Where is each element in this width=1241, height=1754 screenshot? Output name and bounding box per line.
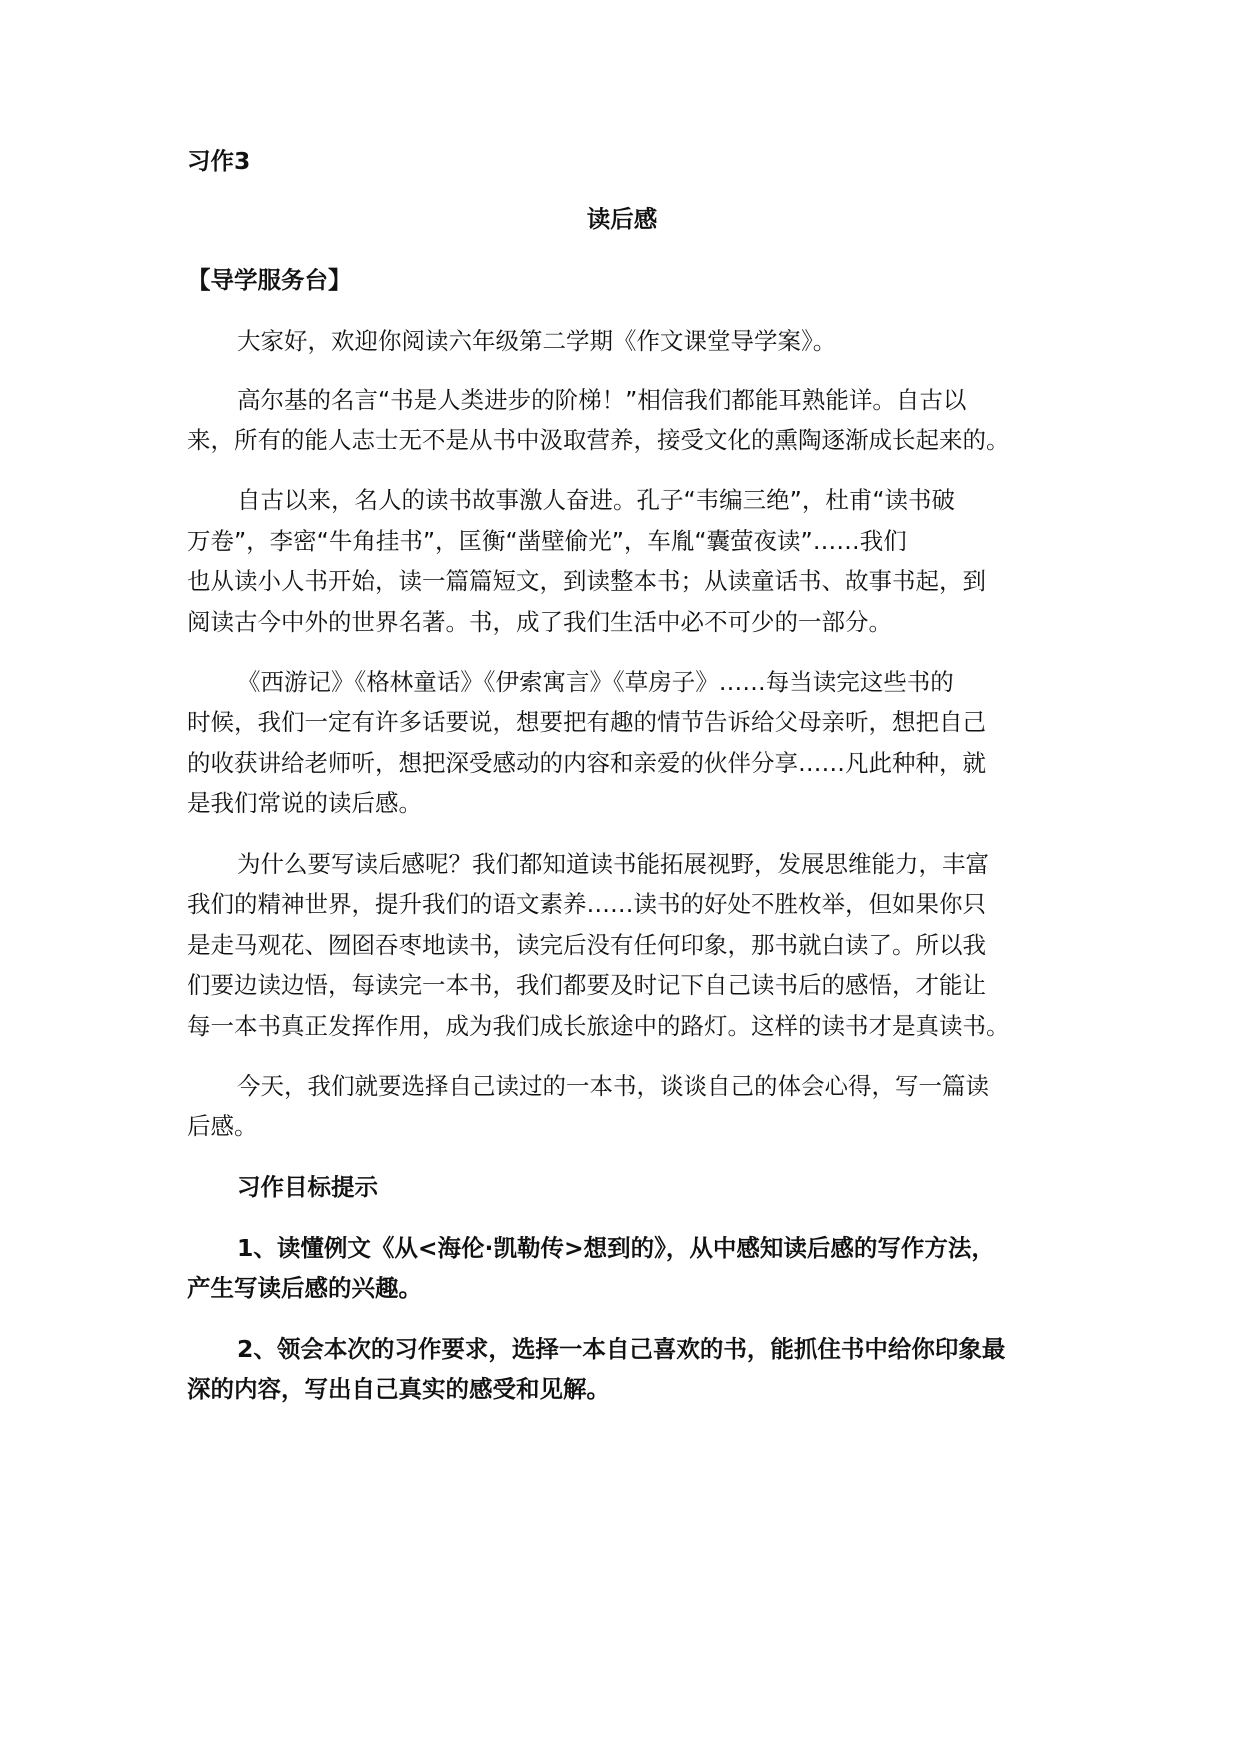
paragraph-3-line-4: 阅读古今中外的世界名著。书，成了我们生活中必不可少的一部分。 — [187, 608, 892, 636]
paragraph-2-line-1: 高尔基的名言“书是人类进步的阶梯！”相信我们都能耳熟能详。自古以 — [237, 386, 967, 414]
paragraph-5-line-5: 每一本书真正发挥作用，成为我们成长旅途中的路灯。这样的读书才是真读书。 — [187, 1012, 1010, 1040]
paragraph-4-line-3: 的收获讲给老师听，想把深受感动的内容和亲爱的伙伴分享……凡此种种，就 — [187, 749, 986, 777]
section-label: 习作3 — [187, 147, 251, 175]
goal-1-line-2: 产生写读后感的兴趣。 — [187, 1274, 422, 1302]
paragraph-6-line-2: 后感。 — [187, 1112, 258, 1140]
paragraph-2-line-2: 来，所有的能人志士无不是从书中汲取营养，接受文化的熏陶逐渐成长起来的。 — [187, 426, 1010, 454]
goal-1-line-1: 1、读懂例文《从<海伦·凯勒传>想到的》，从中感知读后感的写作方法， — [237, 1234, 995, 1262]
paragraph-4-line-2: 时候，我们一定有许多话要说，想要把有趣的情节告诉给父母亲听，想把自己 — [187, 708, 986, 736]
goals-heading: 习作目标提示 — [237, 1173, 378, 1201]
paragraph-4-line-4: 是我们常说的读后感。 — [187, 789, 422, 817]
goal-2-line-2: 深的内容，写出自己真实的感受和见解。 — [187, 1375, 610, 1403]
paragraph-5-line-3: 是走马观花、囫囵吞枣地读书，读完后没有任何印象，那书就白读了。所以我 — [187, 931, 986, 959]
paragraph-3-line-3: 也从读小人书开始，读一篇篇短文，到读整本书；从读童话书、故事书起，到 — [187, 567, 986, 595]
paragraph-3-line-1: 自古以来，名人的读书故事激人奋进。孔子“韦编三绝”，杜甫“读书破 — [237, 486, 956, 514]
goal-2-line-1: 2、领会本次的习作要求，选择一本自己喜欢的书，能抓住书中给你印象最 — [237, 1335, 1006, 1363]
paragraph-5-line-4: 们要边读边悟，每读完一本书，我们都要及时记下自己读书后的感悟，才能让 — [187, 971, 986, 999]
paragraph-6-line-1: 今天，我们就要选择自己读过的一本书，谈谈自己的体会心得，写一篇读 — [237, 1072, 989, 1100]
paragraph-5-line-1: 为什么要写读后感呢？我们都知道读书能拓展视野，发展思维能力，丰富 — [237, 850, 989, 878]
paragraph-3-line-2: 万卷”，李密“牛角挂书”，匡衡“凿壁偷光”，车胤“囊萤夜读”……我们 — [187, 527, 907, 555]
paragraph-5-line-2: 我们的精神世界，提升我们的语文素养……读书的好处不胜枚举，但如果你只 — [187, 890, 986, 918]
paragraph-4-line-1: 《西游记》《格林童话》《伊索寓言》《草房子》……每当读完这些书的 — [237, 668, 954, 696]
document-title: 读后感 — [586, 205, 658, 233]
guide-heading: 【导学服务台】 — [187, 266, 352, 294]
paragraph-1-line-1: 大家好，欢迎你阅读六年级第二学期《作文课堂导学案》。 — [237, 327, 837, 355]
